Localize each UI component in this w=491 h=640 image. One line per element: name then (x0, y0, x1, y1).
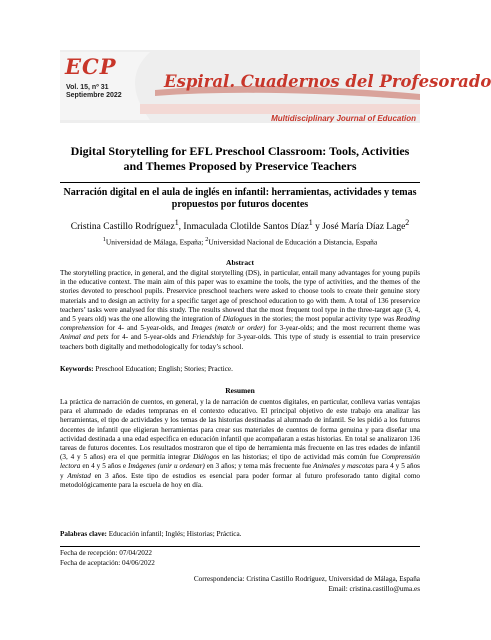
emphasis-text: Dialogues (222, 315, 253, 324)
emphasis-text: Reading comprehension (60, 315, 420, 333)
affiliation: Universidad Nacional de Educación a Distancia, España (208, 237, 378, 247)
correspondence-block (194, 575, 420, 594)
author-name: Cristina Castillo Rodríguez (70, 222, 175, 233)
journal-banner (60, 50, 491, 123)
emphasis-text: Images (match or order) (191, 324, 266, 333)
author-affil-mark: 1 (308, 218, 313, 227)
keywords-value: Preschool Education; English; Stories; Practice. (95, 365, 233, 373)
correspondence: Correspondencia: Cristina Castillo Rodríguez, Universidad de Málaga, España (193, 575, 420, 583)
email: Email: cristina.castillo@uma.es (328, 584, 420, 593)
body-text: for 3-year-olds. This type of study is essential to train preservice teachers both digitally and methodologically for today’s school. (60, 333, 420, 351)
received-date: Fecha de recepción: 07/04/2022 (60, 549, 153, 557)
palabras-clave-label: Palabras clave: (60, 530, 107, 538)
author-name: Inmaculada Clotilde Santos Díaz (183, 222, 309, 233)
author-separator: , (178, 222, 184, 233)
emphasis-text: Amistad (67, 471, 91, 480)
banner-subtitle-bar (140, 104, 420, 114)
paper-title: Digital Storytelling for EFL Preschool Classroom: Tools, Activities and Themes Proposed by Preservice Teachers (70, 144, 410, 173)
footer-dates (60, 549, 155, 568)
affil-mark: 2 (205, 236, 209, 243)
body-text: in the stories; the most popular activity type was (252, 315, 397, 324)
abstract-body (60, 269, 420, 352)
keywords-label: Keywords: (60, 365, 94, 373)
author-conjunction: y (312, 222, 323, 233)
journal-issue (66, 84, 122, 100)
journal-subtitle: Multidisciplinary Journal of Education (271, 114, 416, 123)
journal-logo: ECP (65, 54, 117, 79)
keywords-line (60, 365, 420, 373)
emphasis-text: Comprensión lectora (60, 453, 420, 471)
journal-title: Espiral. Cuadernos del Profesorado (164, 72, 491, 91)
accepted-date: Fecha de aceptación: 04/06/2022 (60, 558, 155, 567)
affiliation: Universidad de Málaga, España (105, 237, 202, 247)
author-name: José María Díaz Lage (322, 222, 406, 233)
body-text: for 4- and 5-year-olds and (108, 333, 193, 342)
body-text: en 4 y 5 años e (80, 462, 129, 471)
body-text: The storytelling practice, in general, and the digital storytelling (DS), in particular, entail many advantages for young pupils in the educative context. The main aim of this paper was to examine the tools, the type of activities, and the themes of the stories devoted to preschool pupils. Preservice preschool teachers were asked to choose tools to create their genuine story materials and to design an activity for a specific target age of preschool education to go with them. A total of 136 preservice teachers’ tasks were analysed for this study. The results showed that the most frequent tool type in the three-target age (3, 4, and 5 years old) was the one allowing the integration of (60, 269, 420, 324)
body-text: en las historias; el tipo de actividad más común fue (219, 453, 382, 462)
emphasis-text: Diálogos (193, 453, 220, 462)
body-text: for 4- and 5-year-olds, and (103, 324, 192, 333)
journal-volume: Vol. 15, nº 31 (66, 84, 109, 91)
resumen-heading: Resumen (225, 386, 255, 395)
body-text: para 4 y 5 años y (60, 462, 420, 480)
emphasis-text: Animal and pets (60, 333, 109, 342)
author-affil-mark: 1 (174, 218, 179, 227)
body-text: en 3 años. Este tipo de estudios es esencial para poder formar al futuro profesorado tanto digital como metodológicamente para la escuela de hoy en día. (60, 471, 421, 489)
resumen-body (60, 398, 420, 490)
author-list (60, 218, 420, 232)
paper-spanish-title: Narración digital en el aula de inglés en infantil: herramientas, actividades y temas propuestos por futuros docentes (63, 187, 417, 210)
palabras-clave-value: Educación infantil; Inglés; Historias; Práctica. (108, 530, 242, 538)
body-text: for 3-year-olds; and the most recurrent theme was (265, 324, 420, 333)
affil-mark: 1 (102, 236, 106, 243)
author-affil-mark: 2 (405, 218, 410, 227)
emphasis-text: Animales y mascotas (313, 462, 374, 471)
footer-divider (60, 546, 420, 547)
body-text: en 3 años; y tema más frecuente fue (204, 462, 314, 471)
title-divider (60, 182, 420, 183)
affil-separator: ; (201, 237, 206, 247)
affiliations (60, 236, 420, 247)
body-text: La práctica de narración de cuentos, en general, y la de narración de cuentos digitales, en particular, conlleva varias ventajas para el alumnado de edades tempranas en el contexto educativo. El principal objetivo de este trabajo era analizar las herramientas, el tipo de actividades y los temas de las historias destinadas al alumnado de infantil. Se les pidió a los futuros docentes de infantil que eligieran herramientas para crear sus materiales de cuentos de forma genuina y para diseñar una actividad destinada a una edad específica en educación infantil que acompañaran a estas historias. En total se analizaron 136 tareas de futuros docentes. Los resultados mostraron que el tipo de herramienta más frecuente en las tres edades de infantil (3, 4 y 5 años) era el que permitía integrar (60, 398, 420, 462)
emphasis-text: Imágenes (unir u ordenar) (128, 462, 205, 471)
emphasis-text: Friendship (192, 333, 224, 342)
journal-date: Septiembre 2022 (66, 92, 122, 99)
palabras-clave-line (60, 530, 420, 538)
abstract-heading: Abstract (226, 258, 254, 267)
